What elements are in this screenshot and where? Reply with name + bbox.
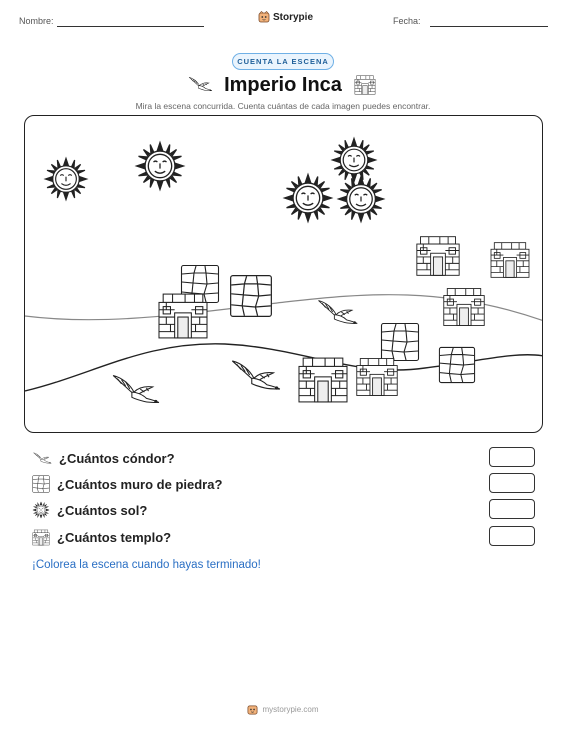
footer-site[interactable]: mystorypie.com	[262, 705, 319, 714]
question-sun	[32, 500, 147, 520]
temple-icon	[32, 529, 50, 546]
sun-icon[interactable]	[134, 140, 186, 192]
question-text: ¿Cuántos cóndor?	[59, 450, 175, 466]
question-text: ¿Cuántos muro de piedra?	[57, 476, 223, 492]
question-text: ¿Cuántos sol?	[57, 502, 148, 518]
counting-scene[interactable]	[24, 115, 543, 433]
storypie-logo-icon	[247, 704, 258, 715]
date-line[interactable]	[430, 26, 548, 27]
stone-wall-icon	[32, 475, 50, 493]
temple-icon	[354, 74, 376, 96]
temple-icon[interactable]	[355, 356, 399, 398]
storypie-logo-icon	[258, 11, 270, 23]
answer-box-wall[interactable]	[489, 473, 535, 493]
stone-wall-icon[interactable]	[438, 346, 476, 384]
sun-icon[interactable]	[336, 174, 386, 224]
answer-box-temple[interactable]	[489, 526, 535, 546]
temple-icon[interactable]	[442, 286, 486, 328]
instructions: Mira la escena concurrida. Cuenta cuántas de cada imagen puedes encontrar.	[135, 101, 431, 111]
condor-icon[interactable]	[315, 296, 359, 328]
temple-icon[interactable]	[489, 241, 531, 279]
answer-box-condor[interactable]	[489, 447, 535, 467]
stone-wall-icon[interactable]	[229, 274, 273, 318]
activity-tag: CUENTA LA ESCENA	[232, 53, 334, 70]
answer-box-sun[interactable]	[489, 499, 535, 519]
name-label: Nombre:	[19, 16, 54, 26]
temple-icon[interactable]	[156, 292, 210, 340]
brand	[258, 11, 313, 23]
coloring-note: ¡Colorea la escena cuando hayas terminado!	[32, 559, 261, 571]
scene-hills	[25, 116, 543, 433]
sun-icon[interactable]	[43, 156, 89, 202]
question-condor	[32, 448, 175, 468]
condor-icon[interactable]	[109, 370, 161, 408]
sun-icon[interactable]	[282, 172, 334, 224]
condor-icon[interactable]	[228, 356, 282, 394]
temple-icon[interactable]	[415, 234, 461, 278]
name-line[interactable]	[57, 26, 204, 27]
page-title: Imperio Inca	[224, 74, 342, 96]
date-label: Fecha:	[393, 16, 421, 26]
question-text: ¿Cuántos templo?	[57, 529, 172, 545]
question-temple	[32, 527, 171, 547]
condor-icon	[32, 451, 52, 465]
footer	[0, 704, 566, 715]
question-wall	[32, 474, 222, 494]
brand-name: Storypie	[273, 11, 314, 23]
sun-icon	[32, 501, 50, 519]
temple-icon[interactable]	[296, 356, 350, 404]
